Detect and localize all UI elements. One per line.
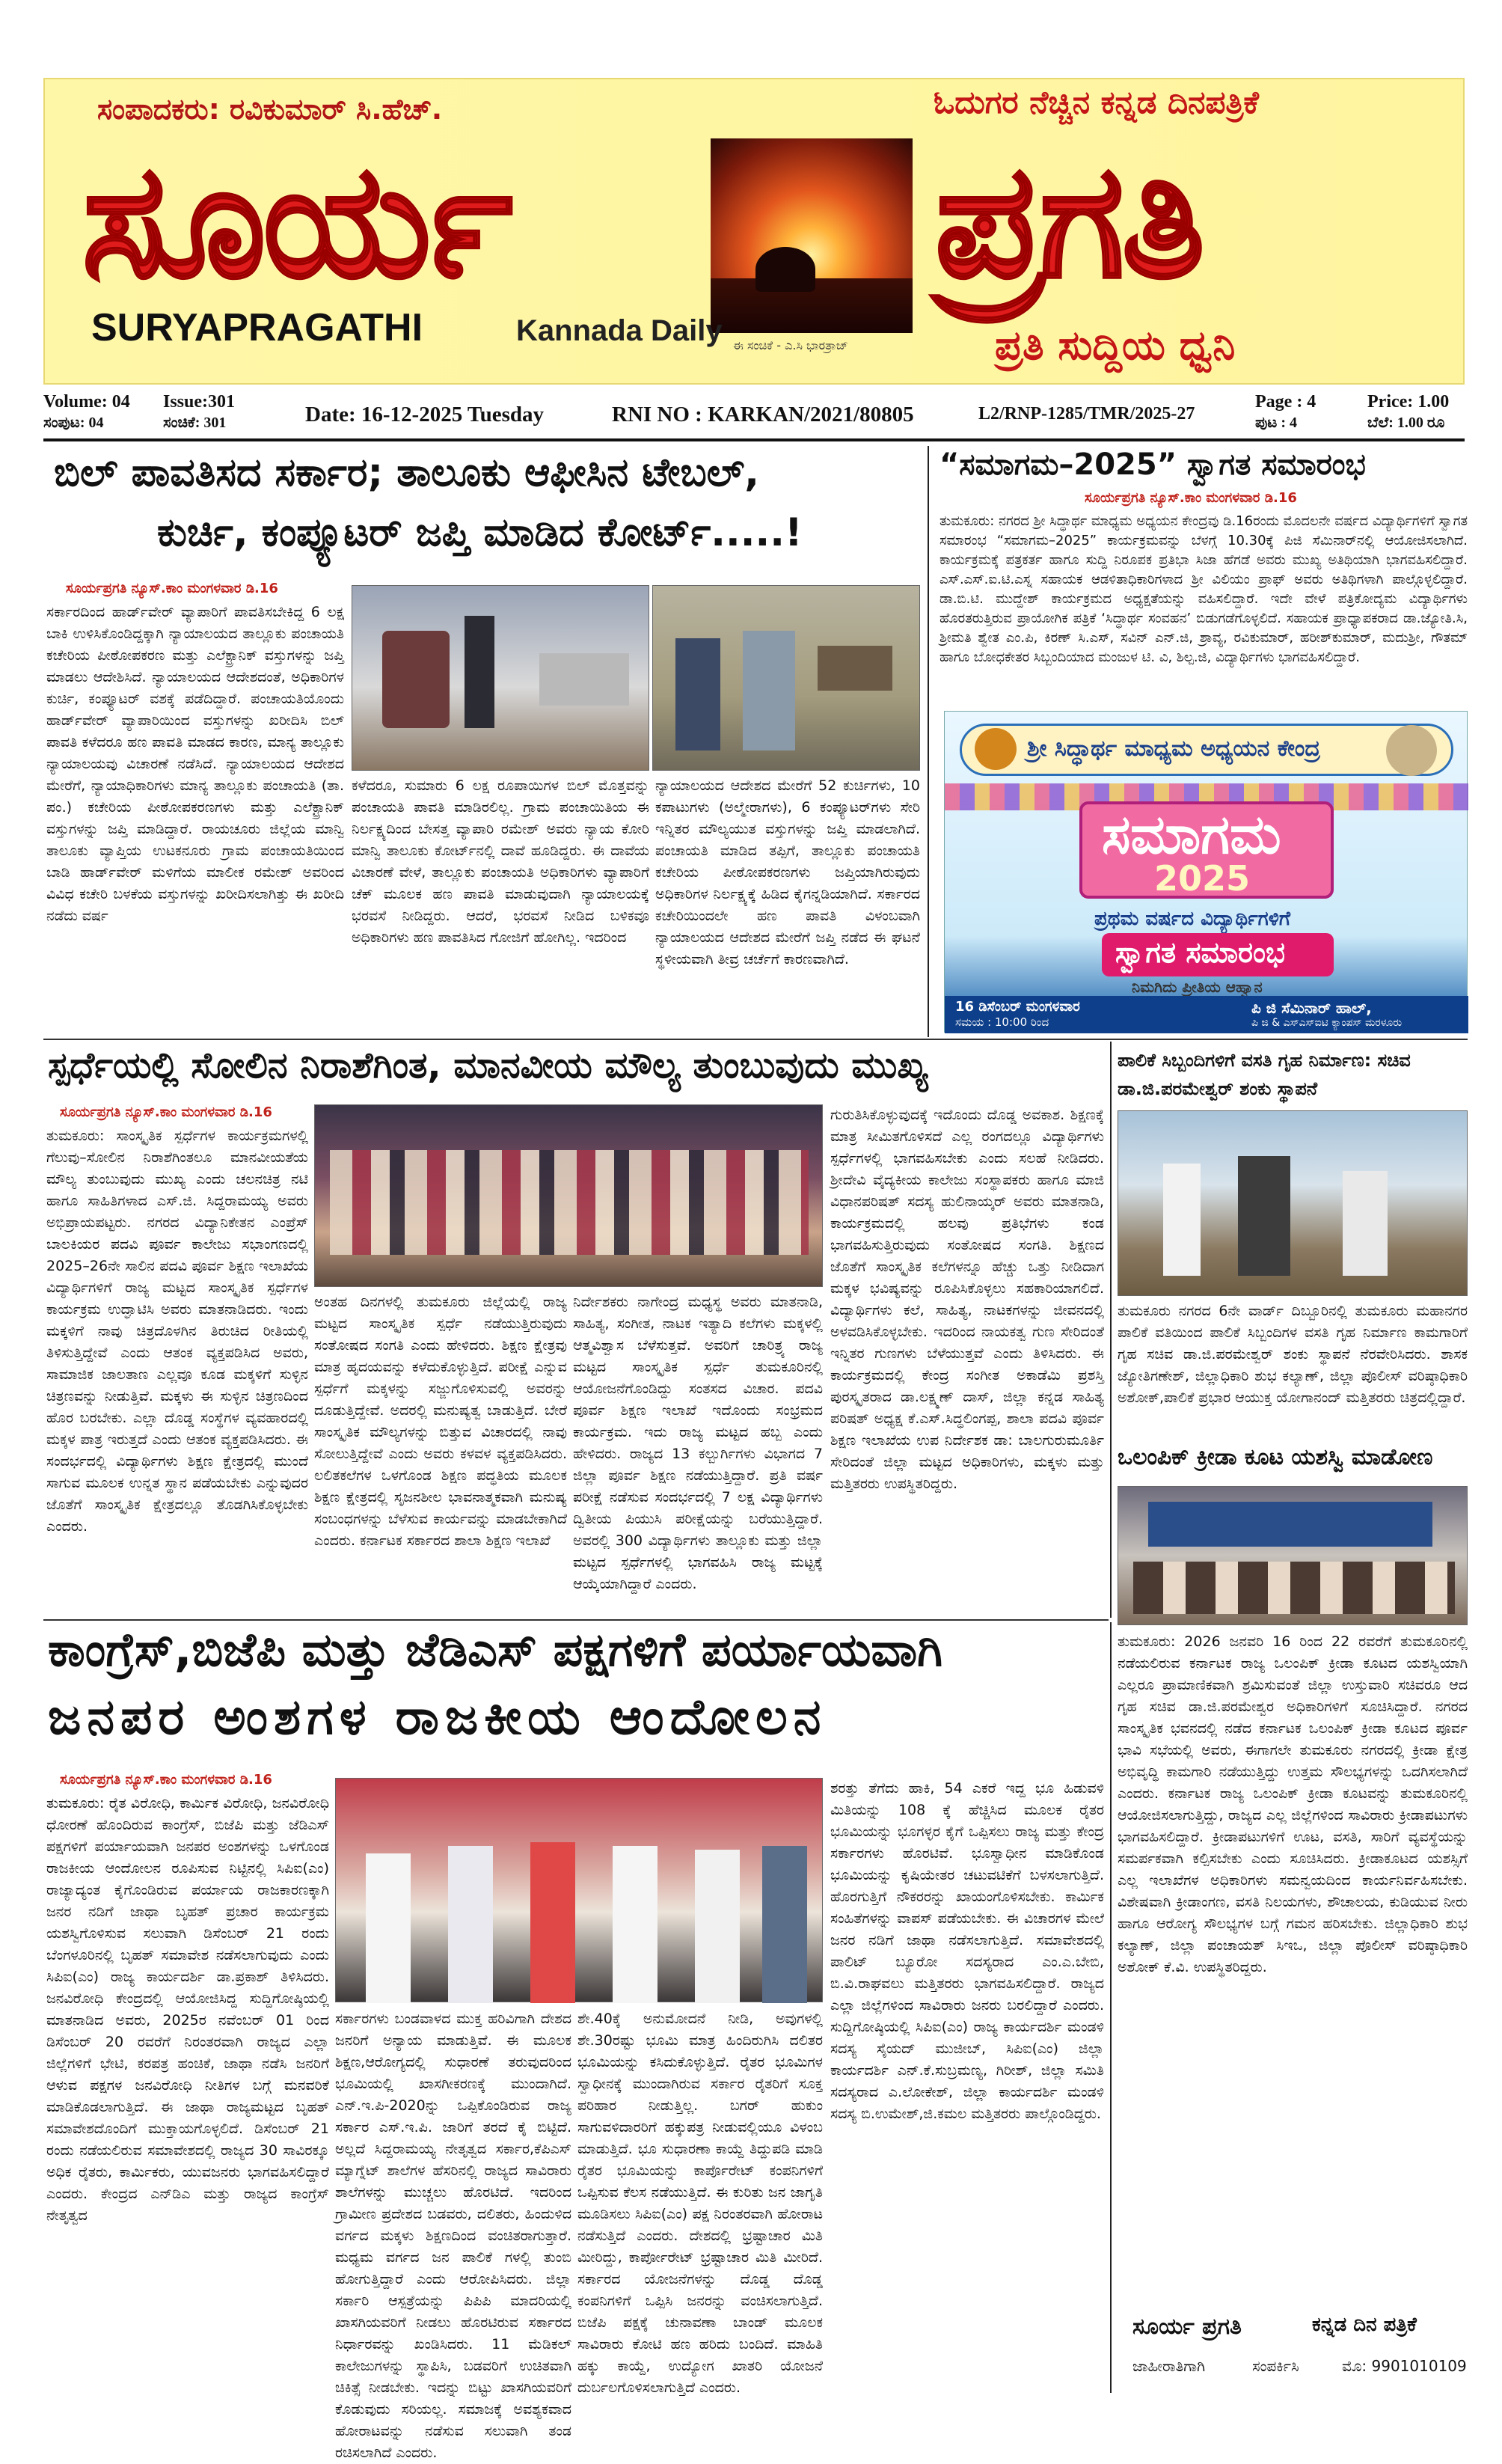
column-separator xyxy=(928,446,929,1037)
banner-time: ಸಮಯ : 10:00 ರಿಂದ xyxy=(955,1015,1049,1029)
story3-byline: ಸೂರ್ಯಪ್ರಗತಿ ನ್ಯೂಸ್.ಕಾಂ ಮಂಗಳವಾರ ಡಿ.16 xyxy=(60,1104,272,1120)
story1-headline-line1: ಬಿಲ್ ಪಾವತಿಸದ ಸರ್ಕಾರ; ತಾಲೂಕು ಆಫೀಸಿನ ಟೇಬಲ್, xyxy=(54,450,759,495)
footer-brand: ಸೂರ್ಯ ಪ್ರಗತಿ xyxy=(1132,2314,1242,2340)
story1-column1: ಸರ್ಕಾರದಿಂದ ಹಾರ್ಡ್‌ವೇರ್ ವ್ಯಾಪಾರಿಗೆ ಪಾವತಿಸಬೇಕಿದ್ದ 6 ಲಕ್ಷ ಬಾಕಿ ಉಳಿಸಿಕೊಂಡಿದ್ದಕ್ಕಾಗಿ ನ್ಯಾಯಾಲಯದ ತಾಲ್ಲೂಕು ಪಂಚಾಯತಿ ಕಚೇರಿಯ ಪೀಠೋಪಕರಣ ಮತ್ತು ಎಲೆಕ್ಟ್ರಾನಿಕ್ ವಸ್ತುಗಳನ್ನು ಜಪ್ತಿ ಮಾಡಲು ಆದೇಶಿಸಿದೆ. ನ್ಯಾಯಾಲಯದ ಆದೇಶದಂತೆ, ಅಧಿಕಾರಿಗಳ ಕುರ್ಚಿ, ಕಂಪ್ಯೂಟರ್ ವಶಕ್ಕೆ ಪಡೆದಿದ್ದಾರೆ. ಪಂಚಾಯತಿಯೊಂದು ಹಾರ್ಡ್‌ವೇರ್ ವ್ಯಾಪಾರಿಯಿಂದ ವಸ್ತುಗಳನ್ನು ಖರೀದಿಸಿ ಬಿಲ್ ಪಾವತಿ ಕಳೆದರೂ ಹಣ ಪಾವತಿ ಮಾಡದ ಕಾರಣ, ಮಾನ್ಯ ತಾಲ್ಲೂಕು ನ್ಯಾಯಾಲಯವು ವಿಚಾರಣೆ ನಡೆಸಿದೆ. ನ್ಯಾಯಾಲಯದ ಆದೇಶದ ಮೇರೆಗೆ, ನ್ಯಾಯಾಧಿಕಾರಿಗಳು ಮಾನ್ಯ ತಾಲ್ಲೂಕು ಪಂಚಾಯತಿ (ತಾ. ಪಂ.) ಕಚೇರಿಯ ಪೀಠೋಪಕರಣಗಳು ಮತ್ತು ಎಲೆಕ್ಟ್ರಾನಿಕ್ ವಸ್ತುಗಳನ್ನು ಜಪ್ತಿ ಮಾಡಿದ್ದಾರೆ. ರಾಯಚೂರು ಜಿಲ್ಲೆಯ ಮಾನ್ವಿ ತಾಲೂಕು ವ್ಯಾಪ್ತಿಯ ಉಟಕನೂರು ಗ್ರಾಮ ಪಂಚಾಯತಿಯಿಂದ ಬಾಡಿ ಹಾರ್ಡ್‌ವೇರ್ ಮಳಿಗೆಯ ಮಾಲೀಕ ರಮೇಶ್ ಅವರಿಂದ ವಿವಿಧ ಕಚೇರಿ ಬಳಕೆಯ ವಸ್ತುಗಳನ್ನು ಖರೀದಿಸಲಾಗಿತ್ತು ಈ ಖರೀದಿ ನಡೆದು ವರ್ಷ xyxy=(46,604,344,924)
story1-headline-line2: ಕುರ್ಚಿ, ಕಂಪ್ಯೂಟರ್ ಜಪ್ತಿ ಮಾಡಿದ ಕೋರ್ಟ್.....! xyxy=(157,510,803,555)
event-banner xyxy=(944,711,1468,1033)
story6-headline-line2: ಜನಪರ ಅಂಶಗಳ ರಾಜಕೀಯ ಆಂದೋಲನ xyxy=(48,1688,827,1746)
section-rule xyxy=(43,1039,1468,1040)
founder-line: ಈ ಸಂಚಿಕೆ - ಎ.ಸಿ ಭಾರತ್ರಾಜ್ xyxy=(733,338,848,352)
column-separator-3 xyxy=(1110,1622,1112,2393)
volume-kn: ಸಂಪುಟ: 04 xyxy=(43,415,104,431)
banner-date: 16 ಡಿಸೆಂಬರ್ ಮಂಗಳವಾರ xyxy=(955,999,1080,1015)
story1-photo-left xyxy=(352,585,649,771)
story3-photo xyxy=(314,1104,823,1287)
portrait-icon xyxy=(1386,725,1437,776)
story6-column2: ಸರ್ಕಾರಗಳು ಬಂಡವಾಳದ ಮುಕ್ತ ಹರಿವಿಗಾಗಿ ದೇಶದ ಜನರಿಗೆ ಅನ್ಯಾಯ ಮಾಡುತ್ತಿವೆ. ಈ ಮೂಲಕ ಶಿಕ್ಷಣ,ಆರೋಗ್ಯದಲ್ಲಿ ಸುಧಾರಣೆ ತರುವುದರಿಂದ ಭೂಮಿಯಲ್ಲಿ ಖಾಸಗೀಕರಣಕ್ಕೆ ಮುಂದಾಗಿದೆ. ಎನ್.ಇ.ಪಿ-2020ನ್ನು ಒಪ್ಪಿಕೊಂಡಿರುವ ರಾಜ್ಯ ಸರ್ಕಾರ ಎಸ್.ಇ.ಪಿ. ಜಾರಿಗೆ ತರದೆ ಕೈ ಬಿಟ್ಟಿದೆ. ಅಲ್ಲದೆ ಸಿದ್ದರಾಮಯ್ಯ ನೇತೃತ್ವದ ಸರ್ಕಾರ,ಕೆಪಿಎಸ್ ಮ್ಯಾಗ್ನೆಟ್ ಶಾಲೆಗಳ ಹೆಸರಿನಲ್ಲಿ ರಾಜ್ಯದ ಸಾವಿರಾರು ಶಾಲೆಗಳನ್ನು ಮುಚ್ಚಲು ಹೊರಟಿದೆ. ಇದರಿಂದ ಗ್ರಾಮೀಣ ಪ್ರದೇಶದ ಬಡವರು, ದಲಿತರು, ಹಿಂದುಳಿದ ವರ್ಗದ ಮಕ್ಕಳು ಶಿಕ್ಷಣದಿಂದ ವಂಚಿತರಾಗುತ್ತಾರೆ. ಮಧ್ಯಮ ವರ್ಗದ ಜನ ಪಾಲಿಕೆ ಗಳಲ್ಲಿ ತುಂಬಿ ಹೋಗುತ್ತಿದ್ದಾರೆ ಎಂದು ಆರೋಪಿಸಿದರು. ಜಿಲ್ಲಾ ಸರ್ಕಾರಿ ಆಸ್ಪತ್ರೆಯನ್ನು ಪಿಪಿಪಿ ಮಾದರಿಯಲ್ಲಿ ಖಾಸಗಿಯವರಿಗೆ ನೀಡಲು ಹೊರಟಿರುವ ಸರ್ಕಾರದ ನಿರ್ಧಾರವನ್ನು ಖಂಡಿಸಿದರು. 11 ಮೆಡಿಕಲ್ ಕಾಲೇಜುಗಳನ್ನು ಸ್ಥಾಪಿಸಿ, ಬಡವರಿಗೆ ಉಚಿತವಾಗಿ ಚಿಕಿತ್ಸೆ ನೀಡಬೇಕು. ಇದನ್ನು ಬಿಟ್ಟು ಖಾಸಗಿಯವರಿಗೆ ಕೊಡುವುದು ಸರಿಯಲ್ಲ. ಸಮಾಜಕ್ಕೆ ಅವಶ್ಯಕವಾದ ಹೋರಾಟವನ್ನು ನಡೆಸುವ ಸಲುವಾಗಿ ತಂಡ ರಚಿಸಲಾಗಿದೆ ಎಂದರು. xyxy=(335,2011,571,2461)
rni-number: RNI NO : KARKAN/2021/80805 xyxy=(612,403,914,427)
banner-header: ಶ್ರೀ ಸಿದ್ಧಾರ್ಥ ಮಾಧ್ಯಮ ಅಧ್ಯಯನ ಕೇಂದ್ರ xyxy=(1027,736,1321,762)
footer-label2: ಸಂಪರ್ಕಿಸಿ xyxy=(1252,2357,1299,2375)
footer-phone: ಮೊ: 9901010109 xyxy=(1342,2357,1467,2375)
banner-sub2: ಸ್ವಾಗತ ಸಮಾರಂಭ xyxy=(1115,936,1285,969)
story2-body: ತುಮಕೂರು: ನಗರದ ಶ್ರೀ ಸಿದ್ಧಾರ್ಥ ಮಾಧ್ಯಮ ಅಧ್ಯಯನ ಕೇಂದ್ರವು ಡಿ.16ರಂದು ಮೊದಲನೇ ವರ್ಷದ ವಿದ್ಯಾರ್ಥಿಗಳಿಗೆ ಸ್ವಾಗತ ಸಮಾರಂಭ “ಸಮಾಗಮ–2025” ಕಾರ್ಯಕ್ರಮವನ್ನು ಬೆಳಗ್ಗೆ 10.30ಕ್ಕೆ ಪಿಜಿ ಸೆಮಿನಾರ್‌ನಲ್ಲಿ ಆಯೋಜಿಸಲಾಗಿದೆ. ಕಾರ್ಯಕ್ರಮಕ್ಕೆ ಪತ್ರಕರ್ತ ಹಾಗೂ ಸುದ್ದಿ ನಿರೂಪಕ ಪ್ರತಿಭಾ ಸಿಜಾ ಹೆಗಡೆ ಅವರು ಮುಖ್ಯ ಅತಿಥಿಯಾಗಿ ಭಾಗವಹಿಸಲಿದ್ದಾರೆ. ಎಸ್.ಎಸ್.ಐ.ಟಿ.ಎಸ್ನ ಸಹಾಯಕ ಆಡಳಿತಾಧಿಕಾರಿಗಳಾದ ಶ್ರೀ ವಿಲಿಯಂ ಪ್ರಾಫ್ ಅವರು ಅತಿಥಿಗಳಾಗಿ ಪಾಲ್ಗೊಳ್ಳಲಿದ್ದಾರೆ. ಡಾ.ಬಿ.ಟಿ. ಮುದ್ದೇಶ್ ಕಾರ್ಯಕ್ರಮದ ಅಧ್ಯಕ್ಷತೆಯನ್ನು ವಹಿಸಲಿದ್ದಾರೆ. ಇದೇ ವೇಳೆ ಪತ್ರಿಕೋದ್ಯಮ ವಿದ್ಯಾರ್ಥಿಗಳು ಹೊರತರುತ್ತಿರುವ ಪ್ರಾಯೋಗಿಕ ಪತ್ರಿಕೆ ‘ಸಿದ್ಧಾರ್ಥ ಸಂವಹನ’ ಬಿಡುಗಡೆಗೊಳ್ಳಲಿದೆ. ಸಹಾಯಕ ಪ್ರಾಧ್ಯಾಪಕರಾದ ಡಾ.ಜ್ಯೋತಿ.ಸಿ, ಶ್ರೀಮತಿ ಶ್ವೇತ ಎಂ.ಪಿ, ಕಿರಣ್ ಸಿ.ಎಸ್, ಸವಿನ್ ಎನ್.ಜಿ, ಶ್ರಾವ್ಯ, ರವಿಕುಮಾರ್, ಹರೀಶ್‌ಕುಮಾರ್, ಮದುಶ್ರೀ, ಗೌತಮ್ ಹಾಗೂ ಬೋಧಕೇತರ ಸಿಬ್ಬಂದಿಯಾದ ಮಂಜುಳ ಟಿ. ವಿ, ಶಿಲ್ಪ.ಜಿ, ವಿದ್ಯಾರ್ಥಿಗಳು ಭಾಗವಹಿಸಲಿದ್ದಾರೆ. xyxy=(939,513,1468,665)
tagline-top: ಓದುಗರ ನೆಚ್ಚಿನ ಕನ್ನಡ ದಿನಪತ್ರಿಕೆ xyxy=(934,84,1259,120)
story6-photo xyxy=(335,1778,823,2002)
story3-column2: ಅಂತಹ ದಿನಗಳಲ್ಲಿ ತುಮಕೂರು ಜಿಲ್ಲೆಯಲ್ಲಿ ರಾಜ್ಯ ಮಟ್ಟದ ಸಾಂಸ್ಕೃತಿಕ ಸ್ಪರ್ಧೆ ನಡೆಯುತ್ತಿರುವುದು ಸಂತೋಷದ ಸಂಗತಿ ಎಂದು ಹೇಳಿದರು. ಶಿಕ್ಷಣ ಕ್ಷೇತ್ರವು ಮಾತ್ರ ಹೃದಯವನ್ನು ಕಳೆದುಕೊಳ್ಳುತ್ತಿದೆ. ಪರೀಕ್ಷೆ ಎನ್ನುವ ಸ್ಪರ್ಧೆಗೆ ಮಕ್ಕಳನ್ನು ಸಜ್ಜುಗೊಳಿಸುವಲ್ಲಿ ಅವರನ್ನು ದೂಡುತ್ತಿದ್ದೇವೆ. ಅದರಲ್ಲಿ ಮನುಷ್ಯತ್ವ ಬಾಡುತ್ತಿದೆ. ಬೇರೆ ಸಾಂಸ್ಕೃತಿಕ ಮೌಲ್ಯಗಳನ್ನು ಬಿತ್ತುವ ವಿಚಾರದಲ್ಲಿ ನಾವು ಸೋಲುತ್ತಿದ್ದೇವೆ ಎಂದು ಅವರು ಕಳವಳ ವ್ಯಕ್ತಪಡಿಸಿದರು. ಲಲಿತಕಲೆಗಳ ಒಳಗೊಂಡ ಶಿಕ್ಷಣ ಪದ್ಧತಿಯ ಮೂಲಕ ಶಿಕ್ಷಣ ಕ್ಷೇತ್ರದಲ್ಲಿ ಸೃಜನಶೀಲ ಭಾವನಾತ್ಮಕವಾಗಿ ಮನುಷ್ಯ ಸಂಬಂಧಗಳನ್ನು ಬೆಳೆಸುವ ಕಾರ್ಯವನ್ನು ಮಾಡಬೇಕಾಗಿದೆ ಎಂದರು. ಕರ್ನಾಟಕ ಸರ್ಕಾರದ ಶಾಲಾ ಶಿಕ್ಷಣ ಇಲಾಖೆ xyxy=(314,1294,567,1549)
story3-column1: ತುಮಕೂರು: ಸಾಂಸ್ಕೃತಿಕ ಸ್ಪರ್ಧೆಗಳ ಕಾರ್ಯಕ್ರಮಗಳಲ್ಲಿ ಗೆಲುವು–ಸೋಲಿನ ನಿರಾಶೆಗಿಂತಲೂ ಮಾನವೀಯತೆಯ ಮೌಲ್ಯ ತುಂಬುವುದು ಮುಖ್ಯ ಎಂದು ಚಲನಚಿತ್ರ ನಟಿ ಹಾಗೂ ಸಾಹಿತಿಗಳಾದ ಎಸ್.ಜಿ. ಸಿದ್ದರಾಮಯ್ಯ ಅವರು ಅಭಿಪ್ರಾಯಪಟ್ಟರು. ನಗರದ ವಿದ್ಯಾನಿಕೇತನ ಎಂಪ್ರೆಸ್ ಬಾಲಕಿಯರ ಪದವಿ ಪೂರ್ವ ಕಾಲೇಜು ಸಭಾಂಗಣದಲ್ಲಿ 2025–26ನೇ ಸಾಲಿನ ಪದವಿ ಪೂರ್ವ ಶಿಕ್ಷಣ ಇಲಾಖೆಯ ವಿದ್ಯಾರ್ಥಿಗಳಿಗೆ ರಾಜ್ಯ ಮಟ್ಟದ ಸಾಂಸ್ಕೃತಿಕ ಸ್ಪರ್ಧೆಗಳ ಕಾರ್ಯಕ್ರಮ ಉದ್ಘಾಟಿಸಿ ಅವರು ಮಾತನಾಡಿದರು. ಇಂದು ಮಕ್ಕಳಿಗೆ ನಾವು ಚಿತ್ರದೊಳಗಿನ ತಿರುಚಿದ ರೀತಿಯಲ್ಲಿ ತಿಳಿಸುತ್ತಿದ್ದೇವೆ ಎಂದು ಆತಂಕ ವ್ಯಕ್ತಪಡಿಸಿದ ಅವರು, ಸಾಮಾಜಿಕ ಜಾಲತಾಣ ಎಲ್ಲವೂ ಕೂಡ ಮಕ್ಕಳಿಗೆ ಸುಳ್ಳಿನ ಚಿತ್ರಣವನ್ನು ನೀಡುತ್ತಿವೆ. ಮಕ್ಕಳು ಈ ಸುಳ್ಳಿನ ಚಿತ್ರಣದಿಂದ ಹೊರ ಬರಬೇಕು. ಎಲ್ಲಾ ದೊಡ್ಡ ಸಂಸ್ಥೆಗಳ ವ್ಯವಹಾರದಲ್ಲಿ ಮಕ್ಕಳ ಪಾತ್ರ ಇರುತ್ತದೆ ಎಂದು ಆತಂಕ ವ್ಯಕ್ತಪಡಿಸಿದರು. ಈ ಸಂದರ್ಭದಲ್ಲಿ ವಿದ್ಯಾರ್ಥಿಗಳು ಶಿಕ್ಷಣ ಕ್ಷೇತ್ರದಲ್ಲಿ ಮುಂದೆ ಸಾಗುವ ಮೂಲಕ ಉನ್ನತ ಸ್ಥಾನ ಪಡೆಯಬೇಕು ಎನ್ನುವುದರ ಜೊತೆಗೆ ಸಾಂಸ್ಕೃತಿಕ ಕ್ಷೇತ್ರದಲ್ಲೂ ತೊಡಗಿಸಿಕೊಳ್ಳಬೇಕು ಎಂದರು. xyxy=(46,1128,308,1535)
footer-mark xyxy=(1118,2311,1468,2393)
banner-venue2: ಪಿ ಜಿ & ಎಸ್ಎಸ್ಐಟಿ ಕ್ಯಾಂಪಸ್ ಮರಳೂರು xyxy=(1251,1017,1403,1029)
editor-line: ಸಂಪಾದಕರು: ರವಿಕುಮಾರ್ ಸಿ.ಹೆಚ್. xyxy=(97,93,443,126)
story3-column3: ನಿರ್ದೇಶಕರು ನಾಗೇಂದ್ರ ಮಧ್ಯಸ್ಥ ಅವರು ಮಾತನಾಡಿ, ಸಾಹಿತ್ಯ, ಸಂಗೀತ, ನಾಟಕ ಇತ್ಯಾದಿ ಕಲೆಗಳು ಮಕ್ಕಳಲ್ಲಿ ಆತ್ಮವಿಶ್ವಾಸ ಬೆಳೆಸುತ್ತವೆ. ಅವರಿಗೆ ಚಾರಿತ್ರ್ಯ ರಾಜ್ಯ ಮಟ್ಟದ ಸಾಂಸ್ಕೃತಿಕ ಸ್ಪರ್ಧೆ ತುಮಕೂರಿನಲ್ಲಿ ಆಯೋಜನೆಗೊಂಡಿದ್ದು ಸಂತಸದ ವಿಚಾರ. ಪದವಿ ಪೂರ್ವ ಶಿಕ್ಷಣ ಇಲಾಖೆ ಇದೊಂದು ಸಂಭ್ರಮದ ಕಾರ್ಯಕ್ರಮ. ಇದು ರಾಜ್ಯ ಮಟ್ಟದ ಹಬ್ಬ ಎಂದು ಹೇಳಿದರು. ರಾಜ್ಯದ 13 ಕಲ್ಬುರ್ಗಿಗಳು ವಿಭಾಗದ 7 ಜಿಲ್ಲಾ ಪೂರ್ವ ಶಿಕ್ಷಣ ನಡೆಯುತ್ತಿದ್ದಾರೆ. ಪ್ರತಿ ವರ್ಷ ಪರೀಕ್ಷೆ ನಡೆಸುವ ಸಂದರ್ಭದಲ್ಲಿ 7 ಲಕ್ಷ ವಿದ್ಯಾರ್ಥಿಗಳು ದ್ವಿತೀಯ ಪಿಯುಸಿ ಪರೀಕ್ಷೆಯನ್ನು ಬರೆಯುತ್ತಿದ್ದಾರೆ. ಅವರಲ್ಲಿ 300 ವಿದ್ಯಾರ್ಥಿಗಳು ತಾಲ್ಲೂಕು ಮತ್ತು ಜಿಲ್ಲಾ ಮಟ್ಟದ ಸ್ಪರ್ಧೆಗಳಲ್ಲಿ ಭಾಗವಹಿಸಿ ರಾಜ್ಯ ಮಟ್ಟಕ್ಕೆ ಆಯ್ಕೆಯಾಗಿದ್ದಾರೆ ಎಂದರು. xyxy=(573,1294,823,1592)
column-separator-2 xyxy=(1110,1042,1112,1618)
banner-title: ಸಮಾಗಮ xyxy=(1102,803,1281,866)
story4-headline: ಪಾಲಿಕೆ ಸಿಬ್ಬಂದಿಗಳಿಗೆ ವಸತಿ ಗೃಹ ನಿರ್ಮಾಣ: ಸಚಿವ ಡಾ.ಜಿ.ಪರಮೇಶ್ವರ್ ಶಂಕು ಸ್ಥಾಪನೆ xyxy=(1118,1050,1411,1099)
banner-venue: ಪಿ ಜಿ ಸೆಮಿನಾರ್ ಹಾಲ್, xyxy=(1251,999,1372,1017)
tagline-bottom: ಪ್ರತಿ ಸುದ್ದಿಯ ಧ್ವನಿ xyxy=(995,322,1236,369)
banner-sub1: ಪ್ರಥಮ ವರ್ಷದ ವಿದ್ಯಾರ್ಥಿಗಳಿಗೆ xyxy=(1094,908,1291,930)
footer-brand2: ಕನ್ನಡ ದಿನ ಪತ್ರಿಕೆ xyxy=(1312,2314,1417,2336)
story3-column4: ಗುರುತಿಸಿಕೊಳ್ಳುವುದಕ್ಕೆ ಇದೊಂದು ದೊಡ್ಡ ಅವಕಾಶ. ಶಿಕ್ಷಣಕ್ಕೆ ಮಾತ್ರ ಸೀಮಿತಗೊಳಿಸದೆ ಎಲ್ಲ ರಂಗದಲ್ಲೂ ವಿದ್ಯಾರ್ಥಿಗಳು ಸ್ಪರ್ಧೆಗಳಲ್ಲಿ ಭಾಗವಹಿಸಬೇಕು ಎಂದು ಸಲಹೆ ನೀಡಿದರು. ಶ್ರೀದೇವಿ ವೈದ್ಯಕೀಯ ಕಾಲೇಜು ಸಂಸ್ಥಾಪಕರು ಹಾಗೂ ಮಾಜಿ ವಿಧಾನಪರಿಷತ್ ಸದಸ್ಯ ಹುಲಿನಾಯ್ಕರ್ ಅವರು ಮಾತನಾಡಿ, ಕಾರ್ಯಕ್ರಮದಲ್ಲಿ ಹಲವು ಪ್ರತಿಭೆಗಳು ಕಂಡ ಭಾಗವಹಿಸುತ್ತಿರುವುದು ಸಂತೋಷದ ಸಂಗತಿ. ಶಿಕ್ಷಣದ ಜೊತೆಗೆ ಸಾಂಸ್ಕೃತಿಕ ಕಲೆಗಳನ್ನೂ ಹೆಚ್ಚು ಒತ್ತು ನೀಡಿದಾಗ ಮಕ್ಕಳ ಭವಿಷ್ಯವನ್ನು ರೂಪಿಸಿಕೊಳ್ಳಲು ಸಹಕಾರಿಯಾಗಲಿದೆ. ವಿದ್ಯಾರ್ಥಿಗಳು ಕಲೆ, ಸಾಹಿತ್ಯ, ನಾಟಕಗಳನ್ನು ಜೀವನದಲ್ಲಿ ಅಳವಡಿಸಿಕೊಳ್ಳಬೇಕು. ಇದರಿಂದ ನಾಯಕತ್ವ ಗುಣ ಸೇರಿದಂತೆ ಇನ್ನಿತರ ಗುಣಗಳು ಬೆಳೆಯುತ್ತವೆ ಎಂದು ತಿಳಿಸಿದರು. ಈ ಕಾರ್ಯಕ್ರಮದಲ್ಲಿ ಕೇಂದ್ರ ಸಂಗೀತ ಅಕಾಡೆಮಿ ಪ್ರಶಸ್ತಿ ಪುರಸ್ಕೃತರಾದ ಡಾ.ಲಕ್ಷ್ಮಣ್ ದಾಸ್, ಜಿಲ್ಲಾ ಕನ್ನಡ ಸಾಹಿತ್ಯ ಪರಿಷತ್ ಅಧ್ಯಕ್ಷ ಕೆ.ಎಸ್.ಸಿದ್ಧಲಿಂಗಪ್ಪ, ಶಾಲಾ ಪದವಿ ಪೂರ್ವ ಶಿಕ್ಷಣ ಇಲಾಖೆಯ ಉಪ ನಿರ್ದೇಶಕ ಡಾ: ಬಾಲಗುರುಮೂರ್ತಿ ಸೇರಿದಂತೆ ಜಿಲ್ಲಾ ಮಟ್ಟದ ಅಧಿಕಾರಿಗಳು, ಮಕ್ಕಳು ಮತ್ತು ಮತ್ತಿತರರು ಉಪಸ್ಥಿತರಿದ್ದರು. xyxy=(830,1107,1104,1492)
brand-subtitle: Kannada Daily xyxy=(516,314,723,347)
page-kn: ಪುಟ : 4 xyxy=(1255,415,1298,431)
brand-english: SURYAPRAGATHI xyxy=(91,306,423,349)
story1-photo-right xyxy=(652,585,920,771)
story5-headline: ಒಲಂಪಿಕ್ ಕ್ರೀಡಾ ಕೂಟ ಯಶಸ್ವಿ ಮಾಡೋಣ xyxy=(1118,1444,1433,1470)
logo-right: ಪ್ರಗತಿ xyxy=(935,128,1202,313)
postal-reg: L2/RNP-1285/TMR/2025-27 xyxy=(978,404,1195,424)
story6-byline: ಸೂರ್ಯಪ್ರಗತಿ ನ್ಯೂಸ್.ಕಾಂ ಮಂಗಳವಾರ ಡಿ.16 xyxy=(60,1772,272,1788)
story1-photo-caption: ಕಳೆದರೂ, ಸುಮಾರು 6 ಲಕ್ಷ ರೂಪಾಯಿಗಳ ಬಿಲ್ ಮೊತ್ತವನ್ನು ಪಂಚಾಯತಿ ಪಾವತಿ ಮಾಡಿರಲಿಲ್ಲ. ಗ್ರಾಮ ಪಂಚಾಯಿತಿಯ ಈ ನಿರ್ಲಕ್ಷ್ಯದಿಂದ ಬೇಸತ್ತ ವ್ಯಾಪಾರಿ ರಮೇಶ್ ಅವರು ನ್ಯಾಯ ಕೋರಿ ಮಾನ್ವಿ ತಾಲೂಕು ಕೋರ್ಟ್‌ನಲ್ಲಿ ದಾವೆ ಹೂಡಿದ್ದರು. ಈ ದಾವೆಯ ವಿಚಾರಣೆ ವೇಳೆ, ತಾಲ್ಲೂಕು ಪಂಚಾಯತಿ ಅಧಿಕಾರಿಗಳು ವ್ಯಾಪಾರಿಗೆ ಚೆಕ್ ಮೂಲಕ ಹಣ ಪಾವತಿ ಮಾಡುವುದಾಗಿ ನ್ಯಾಯಾಲಯಕ್ಕೆ ಭರವಸೆ ನೀಡಿದ್ದರು. ಆದರೆ, ಭರವಸೆ ನೀಡಿದ ಬಳಿಕವೂ ಅಧಿಕಾರಿಗಳು ಹಣ ಪಾವತಿಸಿದ ಗೋಜಿಗೆ ಹೋಗಿಲ್ಲ. ಇದರಿಂದ xyxy=(352,777,649,946)
footer-label1: ಜಾಹೀರಾತಿಗಾಗಿ xyxy=(1132,2357,1206,2375)
story4-body: ತುಮಕೂರು ನಗರದ 6ನೇ ವಾರ್ಡ್ ದಿಬ್ಬೂರಿನಲ್ಲಿ ತುಮಕೂರು ಮಹಾನಗರ ಪಾಲಿಕೆ ವತಿಯಿಂದ ಪಾಲಿಕೆ ಸಿಬ್ಬಂದಿಗಳ ವಸತಿ ಗೃಹ ನಿರ್ಮಾಣ ಕಾಮಗಾರಿಗೆ ಗೃಹ ಸಚಿವ ಡಾ.ಜಿ.ಪರಮೇಶ್ವರ್ ಶಂಕು ಸ್ಥಾಪನೆ ನೆರವೇರಿಸಿದರು. ಶಾಸಕ ಜ್ಯೋತಿಗಣೇಶ್, ಜಿಲ್ಲಾಧಿಕಾರಿ ಶುಭ ಕಲ್ಯಾಣ್, ಜಿಲ್ಲಾ ಪೊಲೀಸ್ ವರಿಷ್ಠಾಧಿಕಾರಿ ಅಶೋಕ್,ಪಾಲಿಕೆ ಪ್ರಭಾರ ಆಯುಕ್ತ ಯೋಗಾನಂದ್ ಮತ್ತಿತರರು ಚಿತ್ರದಲ್ಲಿದ್ದಾರೆ. xyxy=(1118,1303,1468,1406)
price-kn: ಬೆಲೆ: 1.00 ರೂ xyxy=(1367,415,1445,431)
story5-body: ತುಮಕೂರು: 2026 ಜನವರಿ 16 ರಿಂದ 22 ರವರೆಗೆ ತುಮಕೂರಿನಲ್ಲಿ ನಡೆಯಲಿರುವ ಕರ್ನಾಟಕ ರಾಜ್ಯ ಒಲಂಪಿಕ್ ಕ್ರೀಡಾ ಕೂಟದ ಯಶಸ್ವಿಯಾಗಿ ಎಲ್ಲರೂ ಪ್ರಾಮಾಣಿಕವಾಗಿ ಶ್ರಮಿಸುವಂತೆ ಜಿಲ್ಲಾ ಉಸ್ತುವಾರಿ ಸಚಿವರೂ ಆದ ಗೃಹ ಸಚಿವ ಡಾ.ಜಿ.ಪರಮೇಶ್ವರ ಅಧಿಕಾರಿಗಳಿಗೆ ಸೂಚಿಸಿದ್ದಾರೆ. ನಗರದ ಸಾಂಸ್ಕೃತಿಕ ಭವನದಲ್ಲಿ ನಡೆದ ಕರ್ನಾಟಕ ಒಲಂಪಿಕ್ ಕ್ರೀಡಾ ಕೂಟದ ಪೂರ್ವ ಭಾವಿ ಸಭೆಯಲ್ಲಿ ಅವರು, ಈಗಾಗಲೇ ತುಮಕೂರು ನಗರದಲ್ಲಿ ಕ್ರೀಡಾ ಕ್ಷೇತ್ರ ಅಭಿವೃದ್ಧಿ ಕಾಮಗಾರಿ ನಡೆಯುತ್ತಿದ್ದು ಉತ್ತಮ ಸೌಲಭ್ಯಗಳನ್ನು ಒದಗಿಸಲಾಗಿದೆ ಎಂದರು. ಕರ್ನಾಟಕ ರಾಜ್ಯ ಒಲಂಪಿಕ್ ಕ್ರೀಡಾ ಕೂಟವನ್ನು ತುಮಕೂರಿನಲ್ಲಿ ಆಯೋಜಿಸಲಾಗುತ್ತಿದ್ದು, ರಾಜ್ಯದ ಎಲ್ಲ ಜಿಲ್ಲೆಗಳಿಂದ ಸಾವಿರಾರು ಕ್ರೀಡಾಪಟುಗಳು ಭಾಗವಹಿಸಲಿದ್ದಾರೆ. ಕ್ರೀಡಾಪಟುಗಳಿಗೆ ಊಟ, ವಸತಿ, ಸಾರಿಗೆ ವ್ಯವಸ್ಥೆಯನ್ನು ಸಮರ್ಪಕವಾಗಿ ಕಲ್ಪಿಸಬೇಕು ಎಂದು ಸೂಚಿಸಿದರು. ಕ್ರೀಡಾಕೂಟದ ಯಶಸ್ಸಿಗೆ ಎಲ್ಲ ಇಲಾಖೆಗಳ ಅಧಿಕಾರಿಗಳು ಸಮನ್ವಯದಿಂದ ಕಾರ್ಯನಿರ್ವಹಿಸಬೇಕು. ವಿಶೇಷವಾಗಿ ಕ್ರೀಡಾಂಗಣ, ವಸತಿ ನಿಲಯಗಳು, ಶೌಚಾಲಯ, ಕುಡಿಯುವ ನೀರು ಹಾಗೂ ಆರೋಗ್ಯ ಸೌಲಭ್ಯಗಳ ಬಗ್ಗೆ ಗಮನ ಹರಿಸಬೇಕು. ಜಿಲ್ಲಾಧಿಕಾರಿ ಶುಭ ಕಲ್ಯಾಣ್, ಜಿಲ್ಲಾ ಪಂಚಾಯತ್ ಸಿಇಒ, ಜಿಲ್ಲಾ ಪೊಲೀಸ್ ವರಿಷ್ಠಾಧಿಕಾರಿ ಅಶೋಕ್ ಕೆ.ವಿ. ಉಪಸ್ಥಿತರಿದ್ದರು. xyxy=(1118,1633,1468,1975)
section-rule-2 xyxy=(43,1619,1109,1621)
story6-column3: ಶೇ.40ಕ್ಕೆ ಅನುಮೋದನೆ ನೀಡಿ, ಅವುಗಳಲ್ಲಿ ಶೇ.30ರಷ್ಟು ಭೂಮಿ ಮಾತ್ರ ಹಿಂದಿರುಗಿಸಿ ದಲಿತರ ಭೂಮಿಯನ್ನು ಕಸಿದುಕೊಳ್ಳುತ್ತಿದೆ. ರೈತರ ಭೂಮಿಗಳ ಸ್ವಾಧೀನಕ್ಕೆ ಮುಂದಾಗಿರುವ ಸರ್ಕಾರ ರೈತರಿಗೆ ಸೂಕ್ತ ಪರಿಹಾರ ನೀಡುತ್ತಿಲ್ಲ. ಬಗರ್ ಹುಕುಂ ಸಾಗುವಳಿದಾರರಿಗೆ ಹಕ್ಕುಪತ್ರ ನೀಡುವಲ್ಲಿಯೂ ವಿಳಂಬ ಮಾಡುತ್ತಿದೆ. ಭೂ ಸುಧಾರಣಾ ಕಾಯ್ದೆ ತಿದ್ದುಪಡಿ ಮಾಡಿ ರೈತರ ಭೂಮಿಯನ್ನು ಕಾರ್ಪೊರೇಟ್ ಕಂಪನಿಗಳಿಗೆ ಒಪ್ಪಿಸುವ ಕೆಲಸ ನಡೆಯುತ್ತಿದೆ. ಈ ಕುರಿತು ಜನ ಜಾಗೃತಿ ಮೂಡಿಸಲು ಸಿಪಿಐ(ಎಂ) ಪಕ್ಷ ನಿರಂತರವಾಗಿ ಹೋರಾಟ ನಡೆಸುತ್ತಿದೆ ಎಂದರು. ದೇಶದಲ್ಲಿ ಭ್ರಷ್ಟಾಚಾರ ಮಿತಿ ಮೀರಿದ್ದು, ಕಾರ್ಪೋರೇಟ್ ಭ್ರಷ್ಟಾಚಾರ ಮಿತಿ ಮೀರಿದೆ. ಸರ್ಕಾರದ ಯೋಜನೆಗಳನ್ನು ದೊಡ್ಡ ದೊಡ್ಡ ಕಂಪನಿಗಳಿಗೆ ಒಪ್ಪಿಸಿ ಜನರನ್ನು ವಂಚಿಸಲಾಗುತ್ತಿದೆ. ಬಿಜೆಪಿ ಪಕ್ಷಕ್ಕೆ ಚುನಾವಣಾ ಬಾಂಡ್ ಮೂಲಕ ಸಾವಿರಾರು ಕೋಟಿ ಹಣ ಹರಿದು ಬಂದಿದೆ. ಮಾಹಿತಿ ಹಕ್ಕು ಕಾಯ್ದೆ, ಉದ್ಯೋಗ ಖಾತರಿ ಯೋಜನೆ ದುರ್ಬಲಗೊಳಿಸಲಾಗುತ್ತಿದೆ ಎಂದರು. xyxy=(577,2011,823,2396)
story5-photo xyxy=(1118,1486,1468,1625)
volume-en: Volume: 04 xyxy=(43,392,130,412)
issue-date: Date: 16-12-2025 Tuesday xyxy=(305,403,545,427)
price-en: Price: 1.00 xyxy=(1367,392,1450,412)
story3-headline: ಸ್ಪರ್ಧೆಯಲ್ಲಿ ಸೋಲಿನ ನಿರಾಶೆಗಿಂತ, ಮಾನವೀಯ ಮೌಲ್ಯ ತುಂಬುವುದು ಮುಖ್ಯ xyxy=(48,1045,928,1086)
story6-column1: ತುಮಕೂರು: ರೈತ ವಿರೋಧಿ, ಕಾರ್ಮಿಕ ವಿರೋಧಿ, ಜನವಿರೋಧಿ ಧೋರಣೆ ಹೊಂದಿರುವ ಕಾಂಗ್ರೆಸ್, ಬಿಜೆಪಿ ಮತ್ತು ಜೆಡಿಎಸ್ ಪಕ್ಷಗಳಿಗೆ ಪರ್ಯಾಯವಾಗಿ ಜನಪರ ಅಂಶಗಳನ್ನು ಒಳಗೊಂಡ ರಾಜಕೀಯ ಆಂದೋಲನ ರೂಪಿಸುವ ನಿಟ್ಟಿನಲ್ಲಿ ಸಿಪಿಐ(ಎಂ) ರಾಜ್ಯಾದ್ಯಂತ ಕೈಗೊಂಡಿರುವ ಪರ್ಯಾಯ ರಾಜಕಾರಣಕ್ಕಾಗಿ ಜನರ ನಡಿಗೆ ಜಾಥಾ ಬೃಹತ್ ಪ್ರಚಾರ ಕಾರ್ಯಕ್ರಮ ಯಶಸ್ವಿಗೊಳಿಸುವ ಸಲುವಾಗಿ ಡಿಸೆಂಬರ್ 21 ರಂದು ಬೆಂಗಳೂರಿನಲ್ಲಿ ಬೃಹತ್ ಸಮಾವೇಶ ನಡೆಸಲಾಗುವುದು ಎಂದು ಸಿಪಿಐ(ಎಂ) ರಾಜ್ಯ ಕಾರ್ಯದರ್ಶಿ ಡಾ.ಪ್ರಕಾಶ್ ತಿಳಿಸಿದರು. ಜನವಿರೋಧಿ ಕೇಂದ್ರದಲ್ಲಿ ಆಯೋಜಿಸಿದ್ದ ಸುದ್ದಿಗೋಷ್ಠಿಯಲ್ಲಿ ಮಾತನಾಡಿದ ಅವರು, 2025ರ ನವೆಂಬರ್ 01 ರಿಂದ ಡಿಸೆಂಬರ್ 20 ರವರೆಗೆ ನಿರಂತರವಾಗಿ ರಾಜ್ಯದ ಎಲ್ಲಾ ಜಿಲ್ಲೆಗಳಿಗೆ ಭೇಟಿ, ಕರಪತ್ರ ಹಂಚಿಕೆ, ಜಾಥಾ ನಡೆಸಿ ಜನರಿಗೆ ಆಳುವ ಪಕ್ಷಗಳ ಜನವಿರೋಧಿ ನೀತಿಗಳ ಬಗ್ಗೆ ಮನವರಿಕೆ ಮಾಡಿಕೊಡಲಾಗುತ್ತಿದೆ. ಈ ಜಾಥಾ ರಾಜ್ಯಮಟ್ಟದ ಬೃಹತ್ ಸಮಾವೇಶದೊಂದಿಗೆ ಮುಕ್ತಾಯಗೊಳ್ಳಲಿದೆ. ಡಿಸೆಂಬರ್ 21 ರಂದು ನಡೆಯಲಿರುವ ಸಮಾವೇಶದಲ್ಲಿ ರಾಜ್ಯದ 30 ಸಾವಿರಕ್ಕೂ ಅಧಿಕ ರೈತರು, ಕಾರ್ಮಿಕರು, ಯುವಜನರು ಭಾಗವಹಿಸಲಿದ್ದಾರೆ ಎಂದರು. ಕೇಂದ್ರದ ಎನ್‌ಡಿಎ ಮತ್ತು ರಾಜ್ಯದ ಕಾಂಗ್ರೆಸ್ ನೇತೃತ್ವದ xyxy=(46,1795,329,2224)
story6-headline-line1: ಕಾಂಗ್ರೆಸ್,ಬಿಜೆಪಿ ಮತ್ತು ಜೆಡಿಎಸ್ ಪಕ್ಷಗಳಿಗೆ ಪರ್ಯಾಯವಾಗಿ xyxy=(48,1622,943,1677)
tree-silhouette xyxy=(755,247,815,292)
story6-column4: ಶರತ್ತು ತೆಗೆದು ಹಾಕಿ, 54 ಎಕರೆ ಇದ್ದ ಭೂ ಹಿಡುವಳಿ ಮಿತಿಯನ್ನು 108 ಕ್ಕೆ ಹೆಚ್ಚಿಸಿದ ಮೂಲಕ ರೈತರ ಭೂಮಿಯನ್ನು ಭೂಗಳ್ಳರ ಕೈಗೆ ಒಪ್ಪಿಸಲು ರಾಜ್ಯ ಮತ್ತು ಕೇಂದ್ರ ಸರ್ಕಾರಗಳು ಹೊರಟಿವೆ. ಭೂಸ್ವಾಧೀನ ಮಾಡಿಕೊಂಡ ಭೂಮಿಯನ್ನು ಕೃಷಿಯೇತರ ಚಟುವಟಿಕೆಗೆ ಬಳಸಲಾಗುತ್ತಿದೆ. ಹೊರಗುತ್ತಿಗೆ ನೌಕರರನ್ನು ಖಾಯಂಗೊಳಿಸಬೇಕು. ಕಾರ್ಮಿಕ ಸಂಹಿತೆಗಳನ್ನು ವಾಪಸ್ ಪಡೆಯಬೇಕು. ಈ ವಿಚಾರಗಳ ಮೇಲೆ ಜನರ ನಡಿಗೆ ಜಾಥಾ ನಡೆಸಲಾಗುತ್ತಿದೆ. ಸಮಾವೇಶದಲ್ಲಿ ಪಾಲಿಟ್ ಬ್ಯೂರೋ ಸದಸ್ಯರಾದ ಎಂ.ಎ.ಬೇಬಿ, ಬಿ.ವಿ.ರಾಘವಲು ಮತ್ತಿತರರು ಭಾಗವಹಿಸಲಿದ್ದಾರೆ. ರಾಜ್ಯದ ಎಲ್ಲಾ ಜಿಲ್ಲೆಗಳಿಂದ ಸಾವಿರಾರು ಜನರು ಬರಲಿದ್ದಾರೆ ಎಂದರು. ಸುದ್ದಿಗೋಷ್ಠಿಯಲ್ಲಿ ಸಿಪಿಐ(ಎಂ) ರಾಜ್ಯ ಕಾರ್ಯದರ್ಶಿ ಮಂಡಳಿ ಸದಸ್ಯ ಸೈಯದ್ ಮುಜೀಬ್, ಸಿಪಿಐ(ಎಂ) ಜಿಲ್ಲಾ ಕಾರ್ಯದರ್ಶಿ ಎನ್.ಕೆ.ಸುಬ್ರಮಣ್ಯ, ಗಿರೀಶ್, ಜಿಲ್ಲಾ ಸಮಿತಿ ಸದಸ್ಯರಾದ ಎ.ಲೋಕೇಶ್, ಜಿಲ್ಲಾ ಕಾರ್ಯದರ್ಶಿ ಮಂಡಳಿ ಸದಸ್ಯ ಬಿ.ಉಮೇಶ್,ಜಿ.ಕಮಲ ಮತ್ತಿತರರು ಪಾಲ್ಗೊಂಡಿದ್ದರು. xyxy=(830,1780,1104,2122)
story4-photo xyxy=(1118,1110,1468,1296)
banner-year: 2025 xyxy=(1154,858,1251,899)
issue-en: Issue:301 xyxy=(163,392,236,412)
issue-kn: ಸಂಚಿಕೆ: 301 xyxy=(163,415,227,431)
story2-headline: “ಸಮಾಗಮ–2025” ಸ್ವಾಗತ ಸಮಾರಂಭ xyxy=(939,447,1366,482)
info-bar xyxy=(43,389,1465,441)
story1-column3-bottom: ನ್ಯಾಯಾಲಯದ ಆದೇಶದ ಮೇರೆಗೆ 52 ಕುರ್ಚಿಗಳು, 10 ಕಪಾಟುಗಳು (ಅಲ್ಮೇರಾಗಳು), 6 ಕಂಪ್ಯೂಟರ್‌ಗಳು ಸೇರಿ ಇನ್ನಿತರ ಮೌಲ್ಯಯುತ ವಸ್ತುಗಳನ್ನು ಜಪ್ತಿ ಮಾಡಲಾಗಿದೆ. ಪಂಚಾಯತಿ ಮಾಡಿದ ತಪ್ಪಿಗೆ, ತಾಲ್ಲೂಕು ಪಂಚಾಯತಿ ಕಚೇರಿಯ ಪೀಠೋಪಕರಣಗಳು ಜಪ್ತಿಯಾಗಿರುವುದು ಅಧಿಕಾರಿಗಳ ನಿರ್ಲಕ್ಷ್ಯಕ್ಕೆ ಹಿಡಿದ ಕೈಗನ್ನಡಿಯಾಗಿದೆ. ಸರ್ಕಾರದ ಕಚೇರಿಯಿಂದಲೇ ಹಣ ಪಾವತಿ ವಿಳಂಬವಾಗಿ ನ್ಯಾಯಾಲಯದ ಆದೇಶದ ಮೇರೆಗೆ ಜಪ್ತಿ ನಡೆದ ಈ ಘಟನೆ ಸ್ಥಳೀಯವಾಗಿ ತೀವ್ರ ಚರ್ಚೆಗೆ ಕಾರಣವಾಗಿದೆ. xyxy=(655,777,920,967)
institution-logo-icon xyxy=(975,728,1017,770)
story2-byline: ಸೂರ್ಯಪ್ರಗತಿ ನ್ಯೂಸ್.ಕಾಂ ಮಂಗಳವಾರ ಡಿ.16 xyxy=(1085,490,1297,506)
banner-invite: ನಿಮಗಿದು ಪ್ರೀತಿಯ ಆಹ್ವಾನ xyxy=(1132,978,1263,996)
story1-byline: ಸೂರ್ಯಪ್ರಗತಿ ನ್ಯೂಸ್.ಕಾಂ ಮಂಗಳವಾರ ಡಿ.16 xyxy=(66,581,278,596)
page-en: Page : 4 xyxy=(1255,392,1316,412)
logo-left: ಸೂರ್ಯ xyxy=(82,128,510,313)
